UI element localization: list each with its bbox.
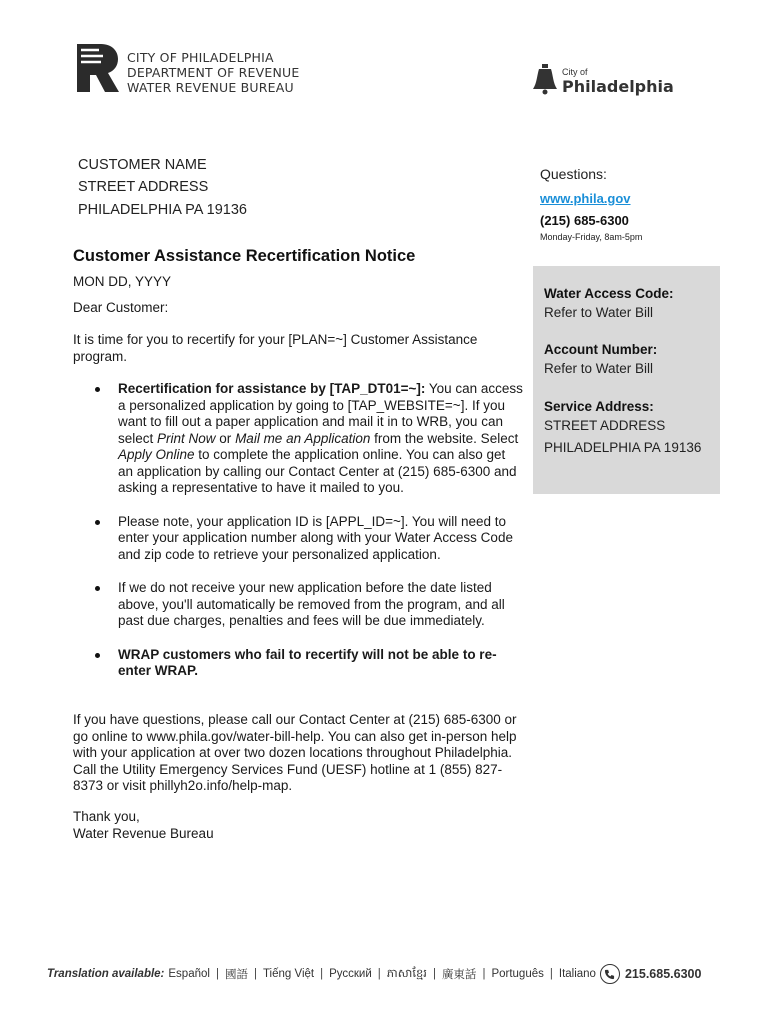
contact-phone: (215) 685-6300 <box>540 213 629 228</box>
questions-label: Questions: <box>540 166 607 182</box>
website-link[interactable]: www.phila.gov <box>540 191 631 206</box>
intro-paragraph: It is time for you to recertify for your [PLAN=~] Customer Assistance program. <box>73 332 478 364</box>
customer-city: PHILADELPHIA PA 19136 <box>78 202 248 218</box>
footer-phone: 215.685.6300 <box>624 967 702 981</box>
account-number-value: Refer to Water Bill <box>544 361 654 376</box>
bullet-text: or <box>215 430 236 446</box>
print-now-term: Print Now <box>157 430 216 446</box>
lang-portuguese[interactable]: Português <box>491 968 544 980</box>
water-revenue-r-logo <box>77 44 119 92</box>
list-item <box>90 647 524 680</box>
lang-spanish[interactable]: Español <box>168 968 210 980</box>
divider: | <box>432 968 436 980</box>
notice-bullets <box>90 381 524 697</box>
divider: | <box>215 968 219 980</box>
translation-label: Translation available: <box>47 968 165 980</box>
closing-paragraph: If you have questions, please call our Contact Center at (215) 685-6300 or go online to www.phila.gov/water-bill-help. You can also get in-person help with your application at over two dozen locations throughout Philadelphia. Call the Utility Emergency Services Fund (UESF) hotline at 1 (855) 827-8373 or visit phillyh2o.info/help-map. <box>73 712 517 793</box>
thanks-line: Thank you, <box>73 809 140 824</box>
application-id-text: Please note, your application ID is [APPL_ID=~]. You will need to enter your application number along with your Water Access Code and zip code to retrieve your personalized application. <box>118 513 513 562</box>
wrap-warning-text: WRAP customers who fail to recertify will not be able to re-enter WRAP. <box>118 646 497 678</box>
bureau-line-3: WATER REVENUE BUREAU <box>127 80 294 95</box>
list-item <box>90 580 524 630</box>
notice-title: Customer Assistance Recertification Notice <box>73 247 416 265</box>
bullet-icon <box>95 653 100 658</box>
service-address-city: PHILADELPHIA PA 19136 <box>544 440 702 455</box>
greeting: Dear Customer: <box>73 300 169 315</box>
bullet-icon <box>95 586 100 591</box>
service-address-street: STREET ADDRESS <box>544 418 666 433</box>
lang-cantonese[interactable]: 廣東話 <box>441 969 477 981</box>
lang-italian[interactable]: Italiano <box>558 968 596 980</box>
service-address-label: Service Address: <box>544 399 654 414</box>
removal-warning-text: If we do not receive your new application before the date listed above, you'll automatically be removed from the program, and all past due charges, penalties and fees will be due immediately. <box>118 580 505 628</box>
bureau-name <box>127 50 300 95</box>
recertify-deadline: Recertification for assistance by [TAP_DT01=~]: <box>118 381 426 396</box>
mail-application-term: Mail me an Application <box>235 430 371 446</box>
divider: | <box>253 968 257 980</box>
account-info-panel <box>533 266 720 494</box>
bureau-line-2: DEPARTMENT OF REVENUE <box>127 65 300 80</box>
lang-russian[interactable]: Русский <box>329 968 372 980</box>
bullet-text: You can access a personalized application by going to [TAP_WEBSITE=~]. If you want to fill out a paper application and mail it in to WRB, you can select <box>118 381 523 446</box>
bullet-icon <box>95 387 100 392</box>
customer-street: STREET ADDRESS <box>78 179 209 195</box>
list-item <box>90 381 524 497</box>
water-access-code-value: Refer to Water Bill <box>544 305 654 320</box>
recipient-address <box>78 154 247 221</box>
lang-mandarin[interactable]: 國語 <box>224 969 248 981</box>
water-access-code-label: Water Access Code: <box>544 286 674 301</box>
lang-khmer[interactable]: ភាសាខ្មែរ <box>386 967 427 980</box>
account-number-label: Account Number: <box>544 342 658 357</box>
signoff-line: Water Revenue Bureau <box>73 825 214 841</box>
philadelphia-wordmark: Philadelphia <box>562 77 674 96</box>
phone-icon <box>600 964 620 984</box>
lang-vietnamese[interactable]: Tiếng Việt <box>262 968 315 980</box>
list-item <box>90 514 524 564</box>
bureau-line-1: CITY OF PHILADELPHIA <box>127 50 274 65</box>
apply-online-term: Apply Online <box>118 447 195 462</box>
bullet-text: from the website. Select <box>370 430 519 446</box>
bullet-icon <box>95 520 100 525</box>
divider: | <box>377 968 381 980</box>
contact-hours: Monday-Friday, 8am-5pm <box>540 232 643 242</box>
divider: | <box>549 968 553 980</box>
city-of-label: City of <box>562 67 588 77</box>
divider: | <box>320 968 324 980</box>
liberty-bell-icon <box>531 63 559 95</box>
translation-footer <box>47 964 701 984</box>
notice-date: MON DD, YYYY <box>73 274 172 289</box>
customer-name: CUSTOMER NAME <box>78 157 207 173</box>
signature-block <box>73 809 214 842</box>
divider: | <box>482 968 486 980</box>
bullet-text: to complete the application online. You can also get an application by calling our Contact Center at (215) 685-6300 and asking a representative to have it mailed to you. <box>118 447 517 495</box>
